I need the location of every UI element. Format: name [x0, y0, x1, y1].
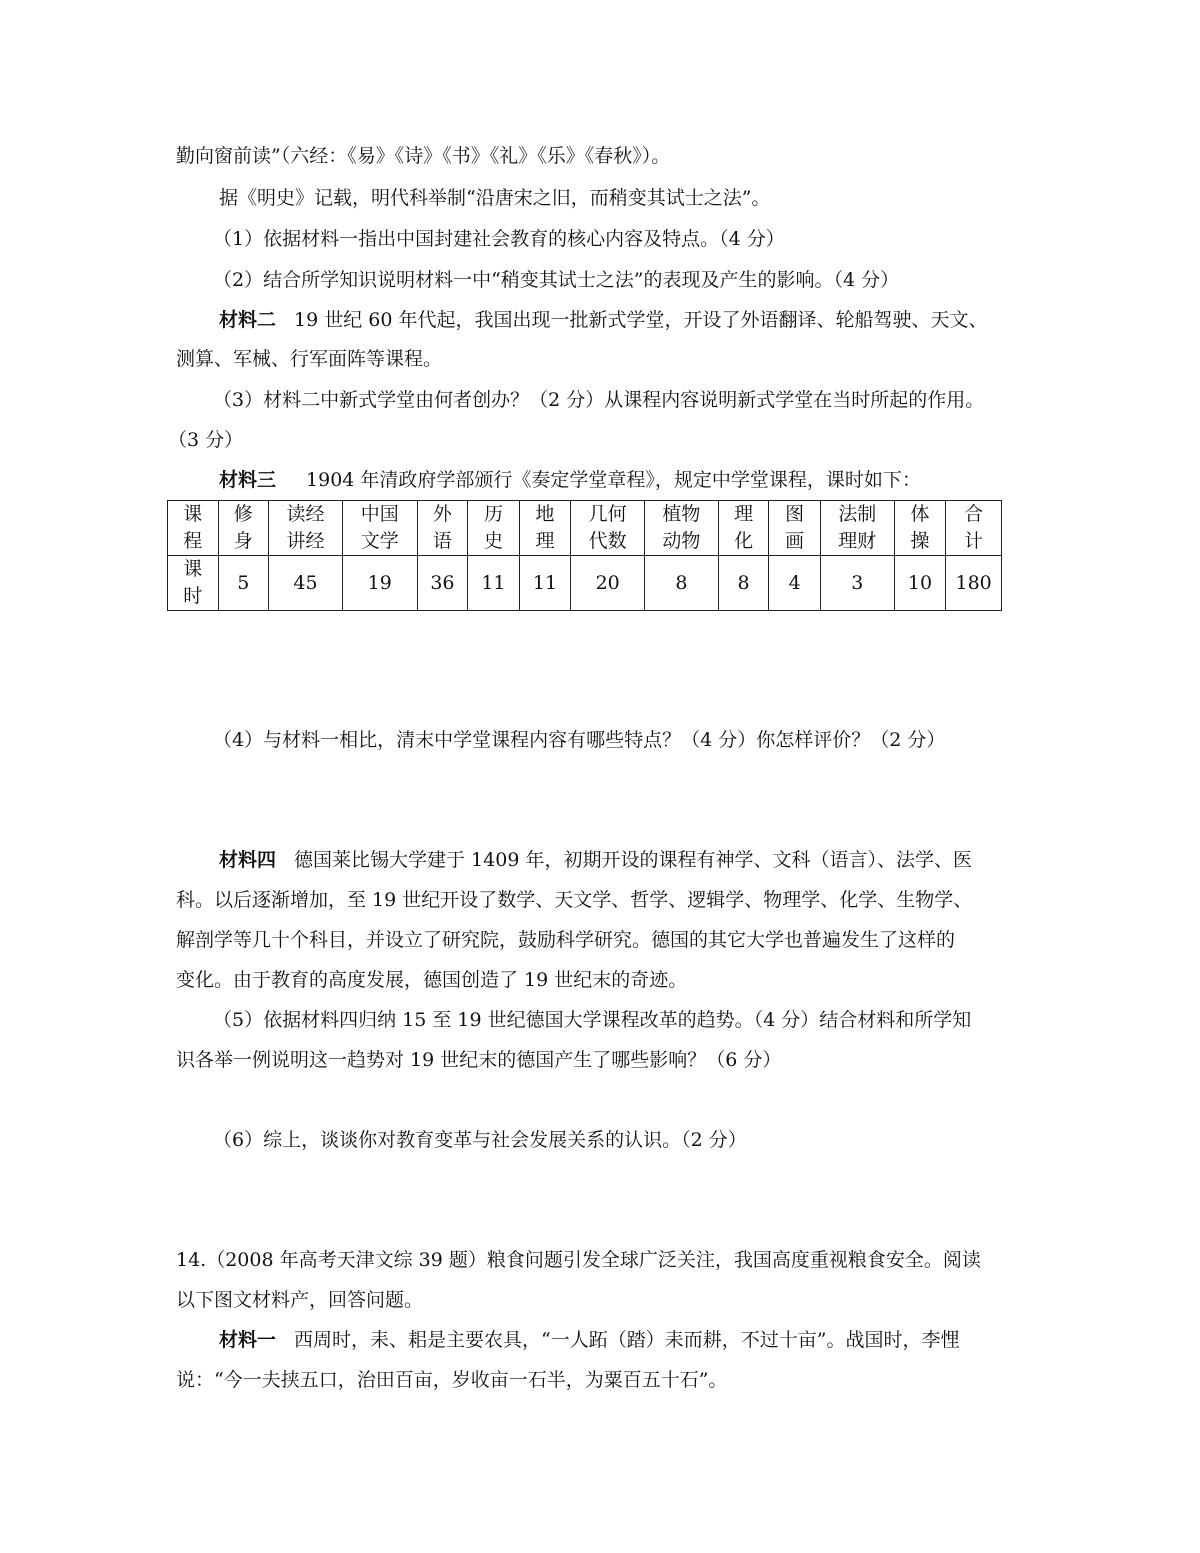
table-cell: 5: [218, 556, 269, 611]
text-line: 以下图文材料产，回答问题。: [176, 1289, 424, 1311]
material-label: 材料一: [219, 1329, 277, 1351]
material-text: 德国莱比锡大学建于 1409 年，初期开设的课程有神学、文科（语言）、法学、医: [294, 849, 972, 871]
text-line: 说：“今一夫挟五口，治田百亩，岁收亩一石半，为粟百五十石”。: [176, 1369, 728, 1391]
question-1: （1）依据材料一指出中国封建社会教育的核心内容及特点。（4 分）: [213, 228, 785, 250]
table-cell: 植物 动物: [645, 501, 719, 556]
table-cell: 体 操: [894, 501, 946, 556]
material-2: [219, 305, 988, 332]
material-3: [219, 465, 921, 492]
text-line: 变化。由于教育的高度发展，德国创造了 19 世纪末的奇迹。: [176, 969, 688, 991]
table-cell: 合 计: [946, 501, 1002, 556]
table-cell: 8: [718, 556, 769, 611]
material-1: [219, 1325, 959, 1352]
table-cell: 几何 代数: [571, 501, 645, 556]
table-cell: 课 程: [168, 501, 219, 556]
table-cell: 理 化: [718, 501, 769, 556]
material-text: 19 世纪 60 年代起，我国出现一批新式学堂，开设了外语翻译、轮船驾驶、天文、: [294, 309, 988, 331]
table-cell: 读经 讲经: [269, 501, 343, 556]
question-14: 14.（2008 年高考天津文综 39 题）粮食问题引发全球广泛关注，我国高度重视粮食安全。阅读: [176, 1249, 981, 1271]
table-cell: 课 时: [168, 556, 219, 611]
material-text: 1904 年清政府学部颁行《奏定学堂章程》，规定中学堂课程，课时如下：: [306, 469, 921, 491]
material-text: 西周时，耒、耜是主要农具，“一人跖（踏）耒而耕，不过十亩”。战国时，李悝: [294, 1329, 960, 1351]
table-cell: 历 史: [468, 501, 520, 556]
course-hours-table: [167, 500, 1002, 611]
material-label: 材料三: [219, 469, 277, 491]
text-line: 勤向窗前读”（六经：《易》《诗》《书》《礼》《乐》《春秋》）。: [176, 145, 671, 167]
table-cell: 45: [269, 556, 343, 611]
table-cell: 4: [769, 556, 821, 611]
text-line: 识各举一例说明这一趋势对 19 世纪末的德国产生了哪些影响？（6 分）: [176, 1049, 782, 1071]
table-cell: 中国 文学: [342, 501, 417, 556]
question-6: （6）综上，谈谈你对教育变革与社会发展关系的认识。（2 分）: [213, 1129, 747, 1151]
text-line: 据《明史》记载，明代科举制“沿唐宋之旧，而稍变其试士之法”。: [219, 187, 771, 209]
table-cell: 10: [894, 556, 946, 611]
text-line: 测算、军械、行军面阵等课程。: [176, 348, 443, 370]
text-line: 解剖学等几十个科目，并设立了研究院，鼓励科学研究。德国的其它大学也普遍发生了这样的: [176, 929, 956, 951]
table-cell: 地 理: [519, 501, 571, 556]
table-row: [168, 501, 1002, 556]
material-4: [219, 845, 972, 872]
table-cell: 11: [519, 556, 571, 611]
table-cell: 修 身: [218, 501, 269, 556]
table-cell: 11: [468, 556, 520, 611]
table-cell: 36: [417, 556, 468, 611]
text-line: 科。以后逐渐增加，至 19 世纪开设了数学、天文学、哲学、逻辑学、物理学、化学、生物学、: [176, 889, 973, 911]
table-cell: 3: [820, 556, 894, 611]
table-cell: 8: [645, 556, 719, 611]
table-cell: 180: [946, 556, 1002, 611]
table-cell: 法制 理财: [820, 501, 894, 556]
question-3: （3）材料二中新式学堂由何者创办？（2 分）从课程内容说明新式学堂在当时所起的作用。: [213, 389, 985, 411]
table-row: [168, 556, 1002, 611]
question-2: （2）结合所学知识说明材料一中“稍变其试士之法”的表现及产生的影响。（4 分）: [213, 269, 900, 291]
table-cell: 19: [342, 556, 417, 611]
material-label: 材料二: [219, 309, 277, 331]
question-5: （5）依据材料四归纳 15 至 19 世纪德国大学课程改革的趋势。（4 分）结合材料和所学知: [213, 1009, 972, 1031]
material-label: 材料四: [219, 849, 277, 871]
table-cell: 外 语: [417, 501, 468, 556]
text-line: （3 分）: [168, 429, 244, 451]
table-cell: 图 画: [769, 501, 821, 556]
table-cell: 20: [571, 556, 645, 611]
question-4: （4）与材料一相比，清末中学堂课程内容有哪些特点？（4 分）你怎样评价？（2 分）: [213, 729, 946, 751]
